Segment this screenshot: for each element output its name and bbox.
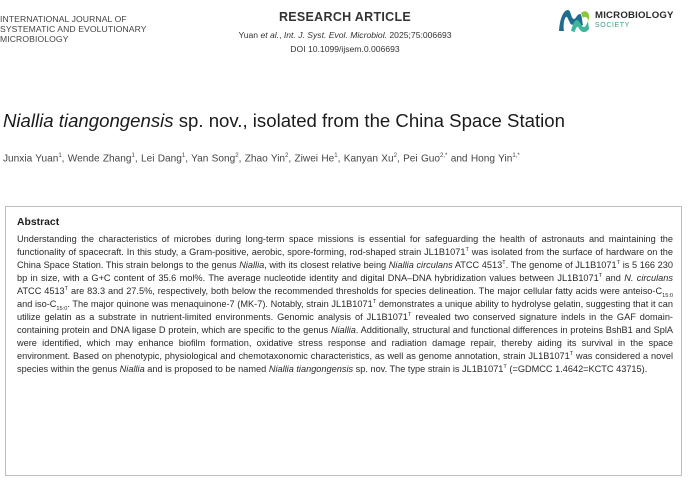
citation-journal: Int. J. Syst. Evol. Microbiol. <box>283 30 388 40</box>
journal-name-line: SYSTEMATIC AND EVOLUTIONARY <box>0 24 147 34</box>
author-affiliation: 2 <box>393 153 397 159</box>
author-separator: , <box>396 153 404 165</box>
abstract-text: are 83.3 and 27.5%, respectively, both below the recommended thresholds for species delineation. The major cellular fatty acids were anteiso-C <box>68 286 663 296</box>
abstract-text: ATCC 4513 <box>17 286 65 296</box>
abstract-italic-term: Niallia <box>330 325 356 335</box>
abstract-superscript: T <box>616 259 621 266</box>
journal-name-line: MICROBIOLOGY <box>0 34 69 44</box>
article-type: RESEARCH ARTICLE <box>278 10 412 24</box>
author-name[interactable]: Yan Song <box>191 153 236 165</box>
abstract-heading: Abstract <box>17 217 60 228</box>
author-affiliation: 1,* <box>512 153 520 159</box>
citation <box>230 30 460 40</box>
abstract-superscript: T <box>503 363 507 370</box>
author-separator: , <box>134 153 141 165</box>
abstract-italic-term: Niallia <box>119 364 145 374</box>
author-name[interactable]: Kanyan Xu <box>343 153 394 165</box>
abstract-superscript: T <box>598 272 603 279</box>
doi-link[interactable]: DOI 10.1099/ijsem.0.006693 <box>290 44 400 54</box>
author-name[interactable]: Ziwei He <box>294 153 335 165</box>
abstract-subscript: 15:0 <box>662 292 673 299</box>
microbiology-society-logo[interactable] <box>557 5 695 41</box>
journal-name <box>0 14 147 44</box>
article-header <box>230 10 460 54</box>
author-separator: , <box>288 153 295 165</box>
abstract-italic-term: N. circulans <box>624 273 673 283</box>
author-name[interactable]: Wende Zhang <box>67 153 132 165</box>
abstract-italic-term: Niallia tiangongensis <box>268 364 354 374</box>
author-affiliation: 2 <box>235 153 239 159</box>
abstract-italic-term: Niallia <box>239 260 265 270</box>
title-species: Niallia tiangongensis <box>3 110 174 131</box>
author-name[interactable]: Lei Dang <box>140 153 182 165</box>
abstract-text: . Additionally, structural and functional differences in proteins BshB1 and SplA were identified, which may enhance biofilm formation, oxidative stress response and radiation damage repair, thereby aiding its survival in the space environment. Based on phenotypic, physiological and chemotaxonomic characteristics, as well as genome annotation, strain JL1B1071 <box>17 325 673 361</box>
abstract-text: is 5 166 230 bp in size, with a G+C content of 35.6 mol%. The average nucleotide identity and digital DNA–DNA hybridization values between JL1B1071 <box>17 260 673 283</box>
author-separator: , <box>61 153 68 165</box>
abstract-superscript: T <box>372 298 377 305</box>
author-separator: , <box>238 153 245 165</box>
abstract-box <box>5 206 682 476</box>
abstract-superscript: T <box>465 246 469 253</box>
abstract-subscript: 15:0 <box>56 305 68 312</box>
author-name[interactable]: Junxia Yuan <box>3 153 59 165</box>
citation-etal: et al. <box>260 30 280 40</box>
paper-title <box>3 110 565 132</box>
author-affiliation: 2 <box>285 153 289 159</box>
author-conjunction: and <box>450 153 468 165</box>
author-affiliation: 1 <box>181 153 186 159</box>
abstract-text: was considered a novel species within the genus <box>17 351 673 374</box>
abstract-text: was isolated from the surface of hardware on the China Space Station. This strain belongs to the genus <box>17 247 673 270</box>
abstract-text: . The genome of JL1B1071 <box>505 260 617 270</box>
abstract-text: . The major quinone was menaquinone-7 (MK-7). Notably, strain JL1B1071 <box>67 299 373 309</box>
citation-authors: Yuan <box>238 30 261 40</box>
title-rest: sp. nov., isolated from the China Space Station <box>173 110 565 131</box>
author-separator: , <box>185 153 192 165</box>
author-list <box>3 153 520 164</box>
abstract-text: sp. nov. The type strain is JL1B1071 <box>353 364 504 374</box>
abstract-text: , with its closest relative being <box>264 260 389 270</box>
abstract-text: and is proposed to be named <box>144 364 269 374</box>
citation-year-volume: 2025;75:006693 <box>387 30 452 40</box>
author-name[interactable]: Hong Yin <box>470 153 513 165</box>
abstract-superscript: T <box>569 350 574 357</box>
author-separator: , <box>337 153 344 165</box>
abstract-text: (=GDMCC 1.4642=KCTC 43715). <box>506 364 648 374</box>
abstract-text: and iso-C <box>17 299 57 309</box>
abstract-italic-term: Niallia circulans <box>388 260 453 270</box>
abstract-text: Understanding the characteristics of microbes during long-term space missions is essential for safeguarding the health of astronauts and maintaining the functionality of spacecraft. In this study, a Gram-positive, aerobic, spore-forming, rod-shaped strain JL1B1071 <box>17 234 673 257</box>
publisher-name: MICROBIOLOGY <box>595 10 674 21</box>
abstract-text: and <box>602 273 625 283</box>
author-affiliation: 1 <box>58 153 62 159</box>
journal-name-line: INTERNATIONAL JOURNAL OF <box>0 14 127 24</box>
abstract-superscript: T <box>408 311 412 318</box>
logo-wave-green <box>581 11 589 21</box>
abstract-text: demonstrates a unique ability to hydrolyse gelatin, suggesting that it can utilize gelatin as a substrate in nutrient-limited environments. Genomic analysis of JL1B1071 <box>17 299 673 322</box>
abstract-superscript: T <box>502 259 506 266</box>
author-affiliation: 2,* <box>440 153 448 159</box>
citation-sep: , <box>279 30 284 40</box>
author-name[interactable]: Zhao Yin <box>244 153 286 165</box>
abstract-text: revealed two conserved signature indels in the GAF domain-containing protein and DNA ligase D protein, which are specific to the genus <box>17 312 673 335</box>
abstract-body <box>17 233 673 376</box>
publisher-sub: SOCIETY <box>595 22 630 29</box>
abstract-text: ATCC 4513 <box>452 260 503 270</box>
abstract-superscript: T <box>64 285 69 292</box>
author-name[interactable]: Pei Guo <box>403 153 441 165</box>
author-affiliation: 1 <box>334 153 338 159</box>
author-affiliation: 1 <box>131 153 135 159</box>
microbiology-society-logo-mark <box>557 5 591 35</box>
